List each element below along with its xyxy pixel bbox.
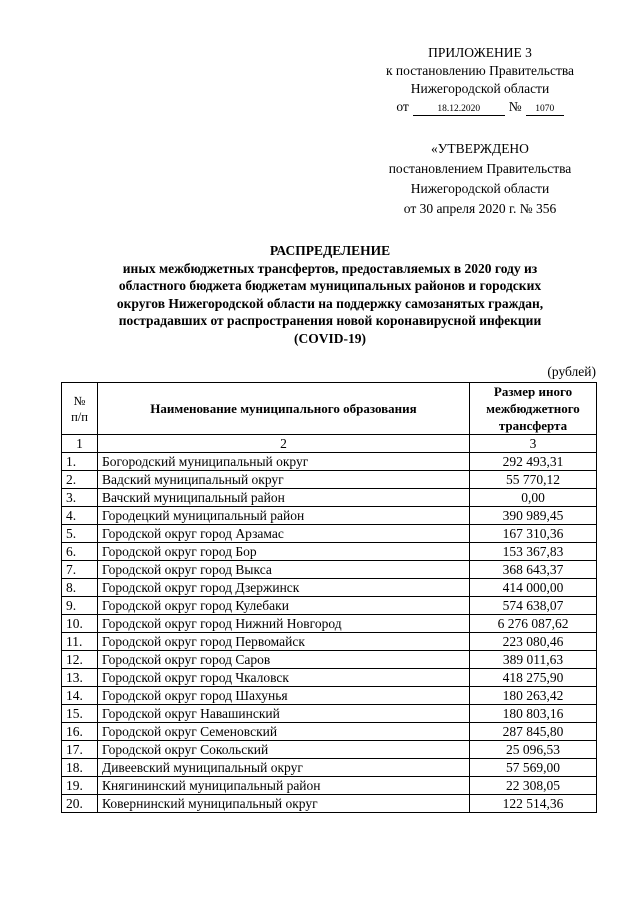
header-amount (470, 383, 597, 435)
distribution-table (61, 382, 597, 813)
row-number: 4. (62, 507, 98, 525)
row-amount: 57 569,00 (470, 759, 597, 777)
index-cell: 3 (470, 435, 597, 453)
title-heading: РАСПРЕДЕЛЕНИЕ (269, 243, 391, 258)
title-line: (COVID-19) (294, 330, 366, 346)
row-amount: 287 845,80 (470, 723, 597, 741)
row-name: Вачский муниципальный район (98, 489, 470, 507)
row-name: Городской округ город Чкаловск (98, 669, 470, 687)
approved-line-1: «УТВЕРЖДЕНО (431, 141, 529, 156)
row-name: Городской округ город Арзамас (98, 525, 470, 543)
header-name: Наименование муниципального образования (98, 383, 470, 435)
row-number: 5. (62, 525, 98, 543)
row-number: 2. (62, 471, 98, 489)
header-number (62, 383, 98, 435)
row-name: Городецкий муниципальный район (98, 507, 470, 525)
row-amount: 390 989,45 (470, 507, 597, 525)
row-name: Городской округ город Первомайск (98, 633, 470, 651)
row-number: 7. (62, 561, 98, 579)
table-row (62, 633, 597, 651)
row-amount: 389 011,63 (470, 651, 597, 669)
row-number: 20. (62, 795, 98, 813)
row-name: Ковернинский муниципальный округ (98, 795, 470, 813)
row-number: 6. (62, 543, 98, 561)
row-amount: 55 770,12 (470, 471, 597, 489)
row-amount: 368 643,37 (470, 561, 597, 579)
appendix-line-2: Нижегородской области (410, 81, 550, 96)
table-index-row (62, 435, 597, 453)
table-row (62, 741, 597, 759)
row-name: Городской округ город Бор (98, 543, 470, 561)
appendix-block (360, 44, 600, 116)
row-name: Городской округ город Саров (98, 651, 470, 669)
title-line: областного бюджета бюджетам муниципальных районов и городских (118, 278, 542, 293)
row-amount: 167 310,36 (470, 525, 597, 543)
row-number: 14. (62, 687, 98, 705)
appendix-date-row (360, 98, 600, 116)
table-row (62, 687, 597, 705)
row-amount: 414 000,00 (470, 579, 597, 597)
row-number: 12. (62, 651, 98, 669)
table-row (62, 471, 597, 489)
row-name: Городской округ город Нижний Новгород (98, 615, 470, 633)
table-row (62, 543, 597, 561)
row-name: Вадский муниципальный округ (98, 471, 470, 489)
units-label: (рублей) (547, 364, 596, 379)
table-row (62, 489, 597, 507)
table-row (62, 615, 597, 633)
table-row (62, 651, 597, 669)
row-name: Городской округ город Кулебаки (98, 597, 470, 615)
header-amount-line: трансферта (498, 418, 568, 433)
appendix-heading: ПРИЛОЖЕНИЕ 3 (428, 45, 532, 60)
table-row (62, 453, 597, 471)
appendix-number: 1070 (526, 103, 564, 116)
row-number: 11. (62, 633, 98, 651)
approved-line-2: постановлением Правительства (388, 161, 572, 176)
table-body (62, 453, 597, 813)
row-number: 3. (62, 489, 98, 507)
row-amount: 180 263,42 (470, 687, 597, 705)
table-row (62, 561, 597, 579)
row-amount: 25 096,53 (470, 741, 597, 759)
row-amount: 0,00 (470, 489, 597, 507)
appendix-line-1: к постановлению Правительства (385, 63, 575, 78)
title-line: округов Нижегородской области на поддержку самозанятых граждан, (116, 295, 544, 311)
table-row (62, 669, 597, 687)
table-row (62, 705, 597, 723)
row-name: Городской округ город Шахунья (98, 687, 470, 705)
row-number: 9. (62, 597, 98, 615)
row-amount: 292 493,31 (470, 453, 597, 471)
header-number-line: п/п (71, 409, 88, 424)
row-number: 1. (62, 453, 98, 471)
approved-line-3: Нижегородской области (410, 181, 550, 196)
row-amount: 418 275,90 (470, 669, 597, 687)
row-amount: 6 276 087,62 (470, 615, 597, 633)
row-amount: 122 514,36 (470, 795, 597, 813)
row-name: Княгининский муниципальный район (98, 777, 470, 795)
header-number-line: № (73, 393, 86, 408)
table-row (62, 507, 597, 525)
appendix-from-label: от (396, 99, 409, 114)
row-amount: 223 080,46 (470, 633, 597, 651)
row-number: 15. (62, 705, 98, 723)
header-amount-line: межбюджетного (486, 401, 580, 416)
table-row (62, 795, 597, 813)
title-line: иных межбюджетных трансфертов, предоставляемых в 2020 году из (122, 260, 538, 276)
table-row (62, 525, 597, 543)
row-name: Городской округ город Дзержинск (98, 579, 470, 597)
appendix-number-sign: № (508, 99, 522, 114)
row-amount: 574 638,07 (470, 597, 597, 615)
row-amount: 22 308,05 (470, 777, 597, 795)
index-cell: 2 (98, 435, 470, 453)
row-number: 8. (62, 579, 98, 597)
approved-block (360, 139, 600, 219)
row-amount: 180 803,16 (470, 705, 597, 723)
row-name: Городской округ город Выкса (98, 561, 470, 579)
row-number: 17. (62, 741, 98, 759)
row-number: 18. (62, 759, 98, 777)
row-name: Городской округ Сокольский (98, 741, 470, 759)
index-cell: 1 (62, 435, 98, 453)
row-name: Городской округ Навашинский (98, 705, 470, 723)
row-number: 19. (62, 777, 98, 795)
row-name: Дивеевский муниципальный округ (98, 759, 470, 777)
table-row (62, 597, 597, 615)
row-name: Богородский муниципальный округ (98, 453, 470, 471)
document-title (70, 242, 590, 347)
row-name: Городской округ Семеновский (98, 723, 470, 741)
table-row (62, 723, 597, 741)
row-amount: 153 367,83 (470, 543, 597, 561)
title-line: пострадавших от распространения новой коронавирусной инфекции (118, 313, 542, 328)
header-amount-line: Размер иного (493, 384, 573, 399)
appendix-date: 18.12.2020 (413, 103, 505, 116)
approved-line-4: от 30 апреля 2020 г. № 356 (403, 201, 557, 216)
row-number: 13. (62, 669, 98, 687)
table-row (62, 579, 597, 597)
table-row (62, 777, 597, 795)
table-row (62, 759, 597, 777)
row-number: 16. (62, 723, 98, 741)
row-number: 10. (62, 615, 98, 633)
table-header-row (62, 383, 597, 435)
